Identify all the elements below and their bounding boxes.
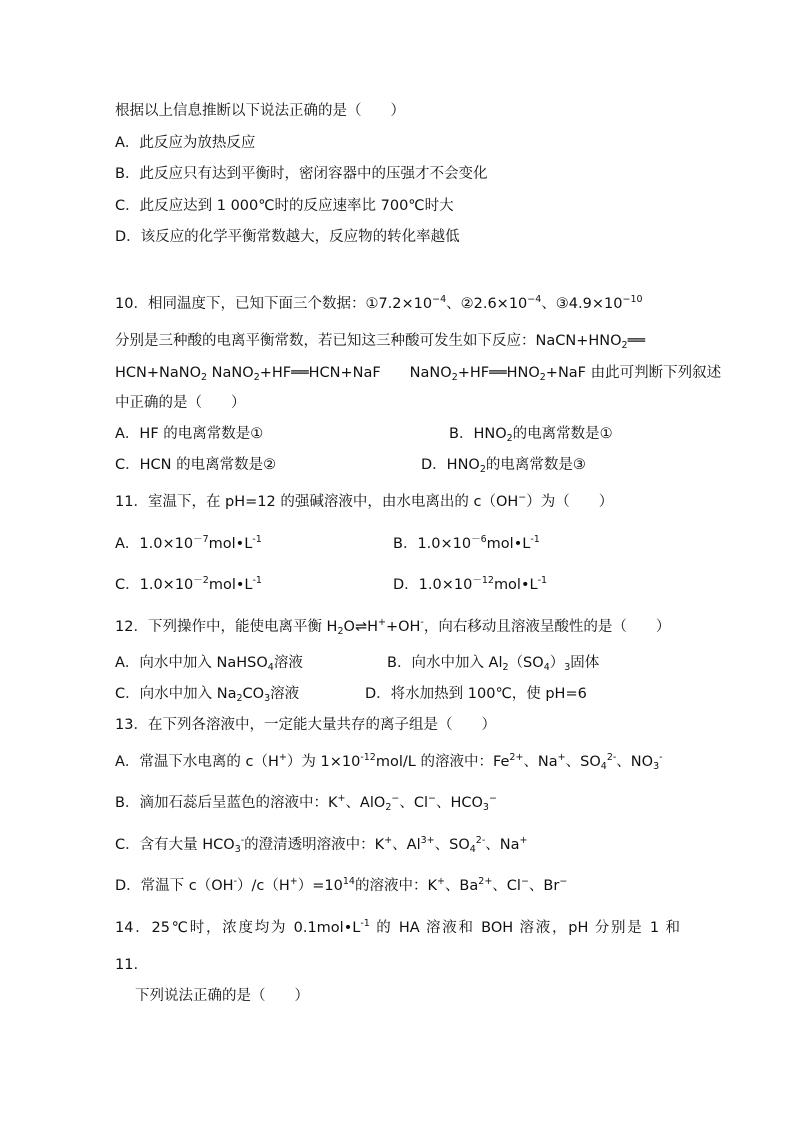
q11-option-d: D．$1.0\times 10^{-12}mol•L^{-1}$ [393, 575, 548, 593]
option-b: B．此反应只有达到平衡时，密闭容器中的压强才不会变化 [115, 166, 488, 182]
q12-option-d: D．将水加热到 100℃，使 pH=6 [365, 686, 587, 702]
q11-option-a: A．$1.0\times 10^{-7}mol•L^{-1}$ [115, 534, 262, 552]
q10-option-a: A．HF 的电离常数是① [115, 426, 264, 442]
q10-line3: HCN+NaNO$_2$ NaNO$_2$+HF══HCN+NaF $NaNO_2+HF══HNO_2+NaF$ 由此可判断下列叙述 [115, 365, 722, 383]
q13-option-c: C．含有大量 $HCO_3^-$的澄清透明溶液中：K+、$Al^{3+}$、$SO_4^{2-}$、Na+ [115, 835, 528, 855]
q10-line4: 中正确的是（ ） [115, 395, 246, 411]
q13-option-b: B．滴加石蕊后呈蓝色的溶液中：K+、AlO$_2$−、Cl−、$HCO_3^-$ [115, 793, 497, 813]
q10-option-b: B．$HNO_2$的电离常数是① [449, 426, 613, 444]
q12-option-c: C．向水中加入 $Na_2CO_3$溶液 [115, 686, 300, 704]
option-a: A．此反应为放热反应 [115, 135, 256, 151]
q10-option-d: D．$HNO_2$的电离常数是③ [421, 457, 586, 475]
q10-line1: 10．相同温度下，已知下面三个数据：$①7.2\times 10^{-4}$、$②2.6\times 10^{-4}$、$③4.9\times 10^{-10}$ [115, 294, 643, 312]
q14-line2: 11. [115, 957, 139, 973]
q13-option-a: A．常温下水电离的 c（H+）为 $1\times 10^{-12}mol/L$ 的溶液中：$Fe^{2+}$、Na+、$SO_4^{2-}$、$NO_3^-$ [115, 752, 663, 772]
q10-line2: 分别是三种酸的电离平衡常数，若已知这三种酸可发生如下反应：$NaCN+HNO_2══$ [115, 333, 646, 351]
q12-option-a: A．向水中加入 NaHSO$_4$溶液 [115, 655, 303, 673]
option-c: C．此反应达到 1 000℃时的反应速率比 700℃时大 [115, 198, 454, 214]
q13-option-d: D．常温下 $c(OH^-)/c(H^+)=10^{14}$的溶液中：K+、$Ba^{2+}$、Cl−、Br− [115, 876, 568, 894]
q12-option-b: B．向水中加入 $Al_2(SO_4)_3$固体 [387, 655, 600, 673]
q11-option-c: C．$1.0\times 10^{-2}mol•L^{-1}$ [115, 575, 262, 593]
option-d: D．该反应的化学平衡常数越大，反应物的转化率越低 [115, 229, 460, 245]
q11-stem: 11．室温下，在 pH=12 的强碱溶液中，由水电离出的 c（OH−）为（ ） [115, 492, 614, 510]
question-stem: 根据以上信息推断以下说法正确的是（ ） [115, 103, 405, 119]
q12-stem: 12．下列操作中，能使电离平衡 $H_2O\rightleftharpoons H^++OH^-$，向右移动且溶液呈酸性的是（ ） [115, 617, 671, 637]
q14-line3: 下列说法正确的是（ ） [135, 988, 309, 1004]
q10-option-c: C．HCN 的电离常数是② [115, 457, 277, 473]
q13-stem: 13．在下列各溶液中，一定能大量共存的离子组是（ ） [115, 717, 496, 733]
q11-option-b: B．$1.0\times 10^{-6}mol•L^{-1}$ [393, 534, 540, 552]
q14-line1: 14．25℃时，浓度均为 $0.1mol•L^{-1}$ 的 HA 溶液和 BOH 溶液，pH 分别是 1 和 [115, 918, 680, 936]
